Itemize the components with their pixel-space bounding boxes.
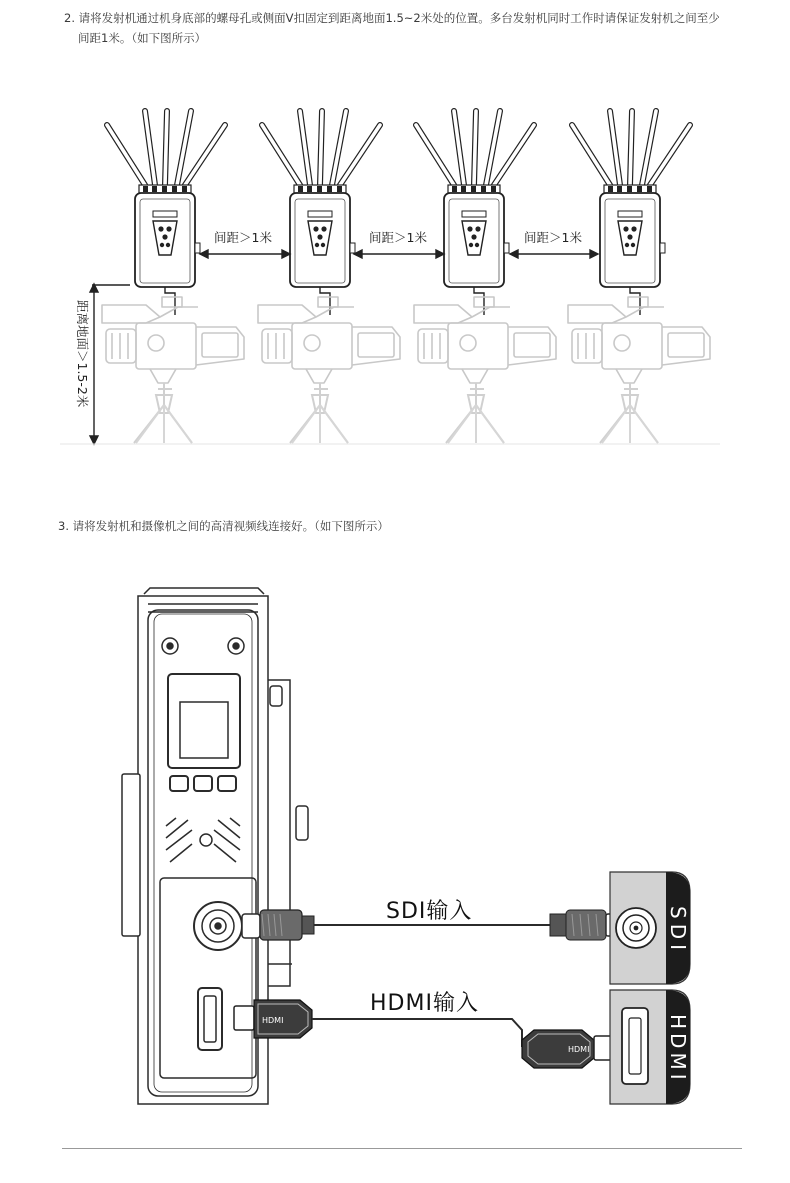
step-3-text: 3. 请将发射机和摄像机之间的高清视频线连接好。（如下图所示） xyxy=(58,519,389,533)
height-label: 距离地面＞1.5-2米 xyxy=(75,300,90,408)
spacing-label: 间距＞1米 xyxy=(214,230,272,245)
device-sdi-label: SDI xyxy=(666,906,690,955)
spacing-label: 间距＞1米 xyxy=(369,230,427,245)
hdmi-plug-label: HDMI xyxy=(262,1016,284,1025)
hdmi-plug-label: HDMI xyxy=(568,1045,590,1054)
sdi-cable-label: SDI输入 xyxy=(386,899,473,924)
step-2-line-2: 间距1米。（如下图所示） xyxy=(78,31,207,45)
device-hdmi-label: HDMI xyxy=(666,1014,690,1084)
spacing-label: 间距＞1米 xyxy=(524,230,582,245)
bottom-divider xyxy=(62,1148,742,1149)
step-2-line-1: 2. 请将发射机通过机身底部的螺母孔或侧面V扣固定到距离地面1.5~2米处的位置。多台发射机同时工作时请保证发射机之间至少 xyxy=(64,11,720,25)
hdmi-cable-label: HDMI输入 xyxy=(370,991,479,1016)
